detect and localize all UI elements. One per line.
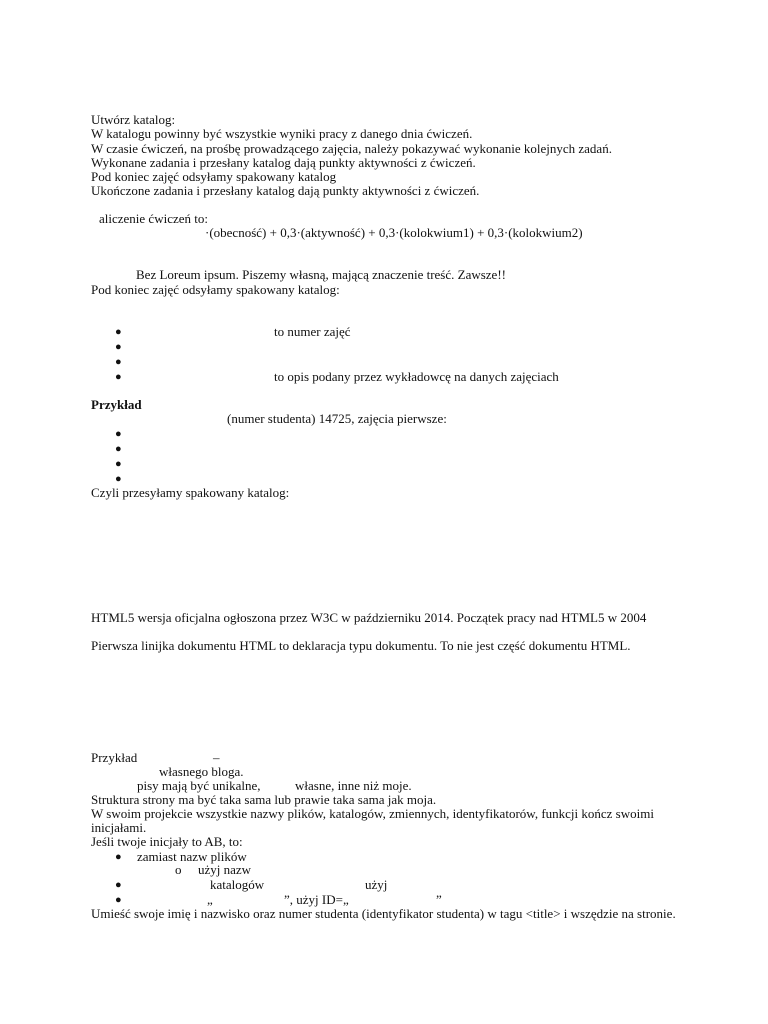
item-quote-open: „ [207,892,213,907]
grading-label: aliczenie ćwiczeń to: [99,211,208,226]
list1-item-4: to opis podany przez wykładowcę na danych zajęciach [274,369,559,384]
item-files: zamiast nazw plików [137,849,247,864]
bullet-icon: ● [115,851,122,863]
bullet-icon: ● [115,473,122,485]
task-unique-a: pisy mają być unikalne, [137,778,261,793]
intro-line-5: Pod koniec zajęć odsyłamy spakowany katalog [91,169,337,184]
intro-line-1: Utwórz katalog: [91,112,176,127]
task-final: Umieść swoje imię i nazwisko oraz numer studenta (identyfikator studenta) w tagu <title> i wszędzie na stronie. [91,906,676,921]
send-line: Pod koniec zajęć odsyłamy spakowany katalog: [91,282,340,297]
bullet-icon: ● [115,894,122,906]
list1-item-1: to numer zajęć [274,324,351,339]
czyli-line: Czyli przesyłamy spakowany katalog: [91,485,290,500]
task-structure: Struktura strony ma być taka sama lub prawie taka sama jak moja. [91,792,437,807]
task-label: Przykład [91,750,138,765]
item-use-names: użyj nazw [198,862,252,877]
grading-formula: ·(obecność) + 0,3·(aktywność) + 0,3·(kolokwium1) + 0,3·(kolokwium2) [205,225,583,240]
bullet-icon: ● [115,341,122,353]
intro-line-6: Ukończone zadania i przesłany katalog dają punkty aktywności z ćwiczeń. [91,183,480,198]
item-id: ”, użyj ID=„ [284,892,349,907]
example-heading: Przykład [91,397,142,412]
html5-line-2: Pierwsza linijka dokumentu HTML to deklaracja typu dokumentu. To nie jest część dokumentu HTML. [91,638,631,653]
item-catalogs: katalogów [210,877,265,892]
circle-bullet-icon: o [175,862,182,877]
bullet-icon: ● [115,326,122,338]
item-use: użyj [365,877,388,892]
bullet-icon: ● [115,879,122,891]
bullet-icon: ● [115,458,122,470]
task-if-initials: Jeśli twoje inicjały to AB, to: [91,834,243,849]
html5-line-1: HTML5 wersja oficjalna ogłoszona przez W3C w październiku 2014. Początek pracy nad HTML5 w 2004 [91,610,647,625]
bullet-icon: ● [115,428,122,440]
intro-line-2: W katalogu powinny być wszystkie wyniki pracy z danego dnia ćwiczeń. [91,126,473,141]
task-blog: własnego bloga. [159,764,244,779]
task-dash: – [213,750,220,765]
task-names-1: W swoim projekcie wszystkie nazwy plików, katalogów, zmiennych, identyfikatorów, funkcji kończ swoimi [91,806,654,821]
item-quote-close: ” [436,892,442,907]
intro-line-3: W czasie ćwiczeń, na prośbę prowadzącego zajęcia, należy pokazywać wykonanie kolejnych zadań. [91,141,612,156]
intro-line-4: Wykonane zadania i przesłany katalog dają punkty aktywności z ćwiczeń. [91,155,476,170]
task-names-2: inicjałami. [91,820,147,835]
bullet-icon: ● [115,371,122,383]
lorem-line: Bez Loreum ipsum. Piszemy własną, mającą znaczenie treść. Zawsze!! [136,267,506,282]
task-unique-b: własne, inne niż moje. [295,778,412,793]
bullet-icon: ● [115,443,122,455]
bullet-icon: ● [115,356,122,368]
example-text: (numer studenta) 14725, zajęcia pierwsze: [227,411,447,426]
